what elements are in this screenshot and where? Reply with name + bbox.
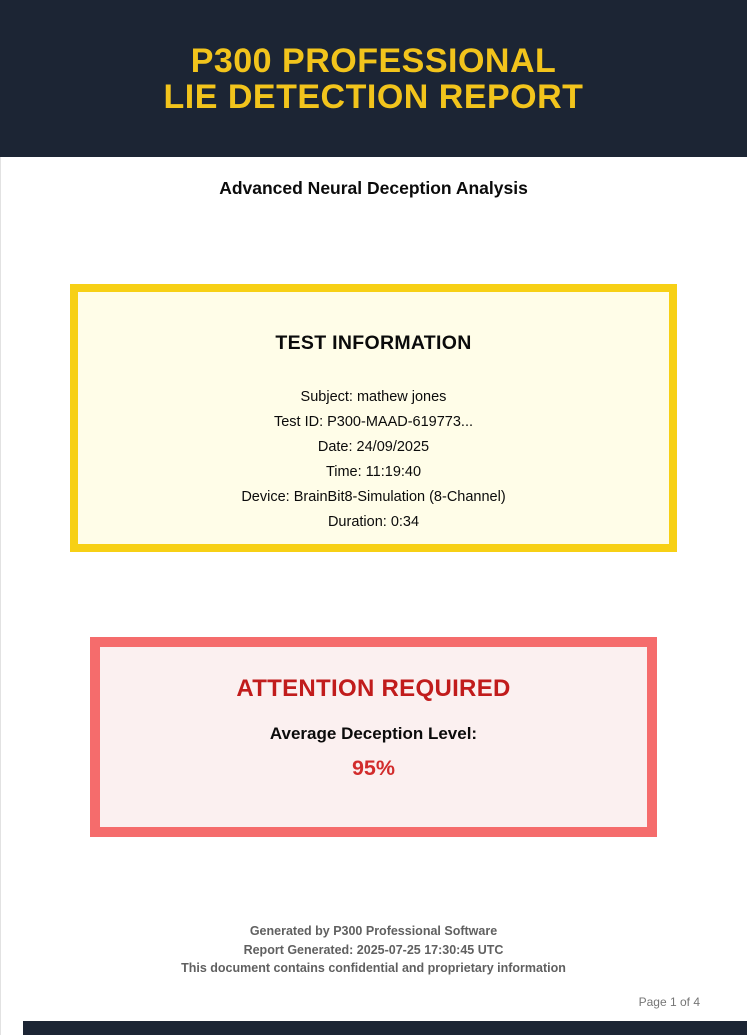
report-title-line-1: P300 PROFESSIONAL — [190, 41, 557, 80]
footer-generated-by: Generated by P300 Professional Software — [249, 924, 498, 938]
report-title — [164, 43, 584, 115]
next-page-header-band — [23, 1021, 747, 1035]
attention-required-title: ATTENTION REQUIRED — [236, 675, 511, 702]
test-information-title: TEST INFORMATION — [275, 332, 472, 354]
test-info-device: Device: BrainBit8-Simulation (8-Channel) — [241, 489, 506, 505]
average-deception-level-value: 95% — [351, 756, 396, 780]
average-deception-level-label: Average Deception Level: — [269, 724, 478, 743]
page-left-edge-divider — [0, 157, 1, 1035]
footer-report-generated: Report Generated: 2025-07-25 17:30:45 UTC — [243, 942, 504, 957]
attention-required-box — [90, 637, 657, 837]
report-footer — [0, 922, 747, 978]
test-info-date: Date: 24/09/2025 — [317, 439, 430, 455]
test-info-time: Time: 11:19:40 — [325, 464, 422, 480]
page-indicator: Page 1 of 4 — [638, 995, 700, 1009]
test-info-test-id: Test ID: P300-MAAD-619773... — [273, 414, 474, 430]
report-title-line-2: LIE DETECTION REPORT — [163, 77, 584, 116]
report-subtitle: Advanced Neural Deception Analysis — [219, 178, 528, 198]
test-info-duration: Duration: 0:34 — [327, 514, 420, 530]
report-header — [0, 0, 747, 157]
test-information-box — [70, 284, 677, 552]
test-info-subject: Subject: mathew jones — [300, 389, 447, 405]
footer-confidential-notice: This document contains confidential and proprietary information — [181, 961, 566, 975]
